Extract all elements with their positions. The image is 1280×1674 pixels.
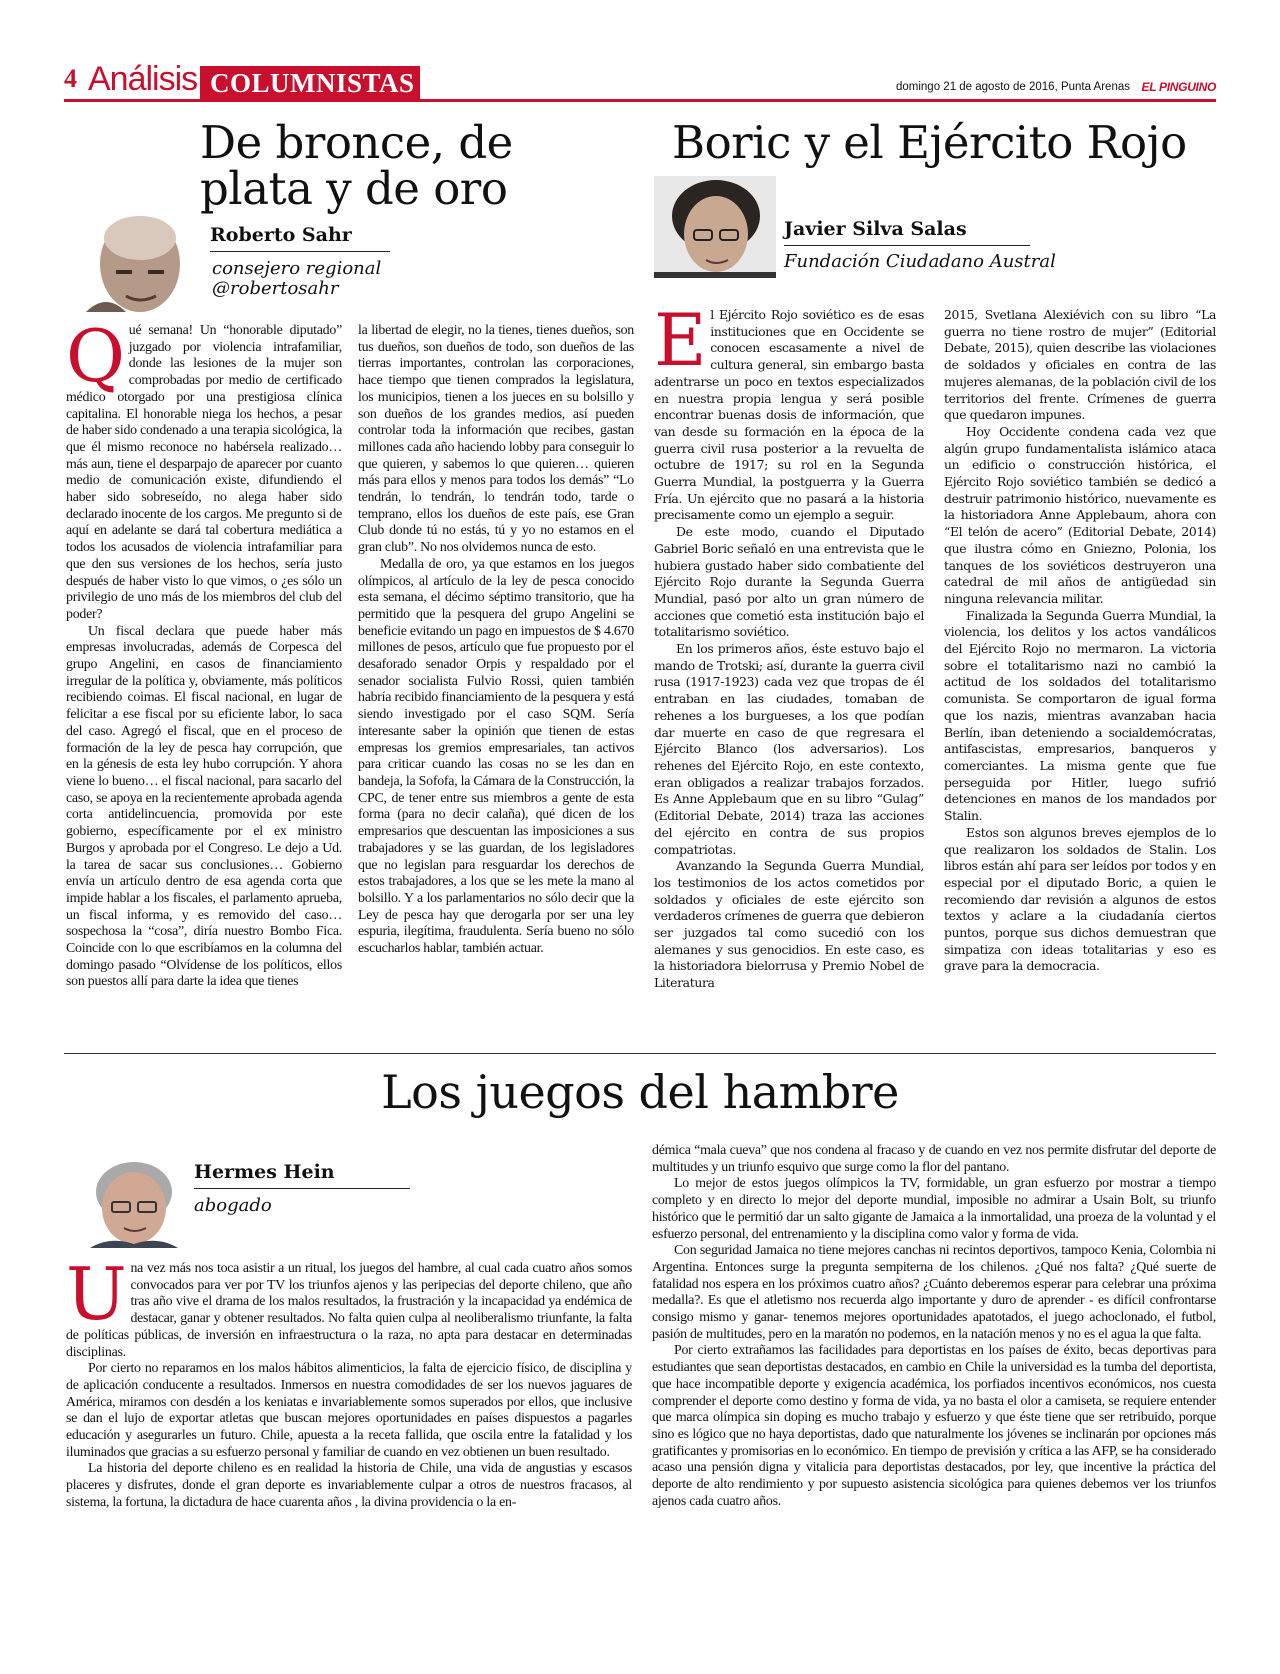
article1-column-2 [358, 323, 634, 958]
article3-byline-rule [194, 1188, 410, 1189]
article3-title: Los juegos del hambre [381, 1065, 899, 1119]
article3-role: abogado [194, 1195, 272, 1216]
paragraph: na vez más nos toca asistir a un ritual, los juegos del hambre, al cual cada cuatro años somos convocados para ver por TV los triunfos ajenos y las peripecias del deporte chileno, que año tras año vive el drama de los malos resultados, la frustración y la incapacidad ya endémica de destacar, ganar y obtener resultados. No falta quien culpa al neoliberalismo triunfante, la falta de políticas públicas, de inversión en infraestructura o la raza, no apta para destacar en determinadas disciplinas. [66, 1261, 632, 1360]
article1-dropcap: Q [66, 314, 125, 398]
page-number: 4 [64, 64, 77, 93]
paragraph: démica “mala cueva” que nos condena al fracaso y de cuando en vez nos permite disfrutar del deporte de multitudes y un triunfo esquivo que surge como la flor del pantano. [652, 1143, 1216, 1175]
article3-author-photo [80, 1156, 184, 1248]
article1-role: consejero regional [212, 258, 382, 279]
article3-column-1 [66, 1252, 632, 1512]
paragraph: Lo mejor de estos juegos olímpicos la TV, formidable, un gran esfuerzo por mostrar a tiempo completo y en directo lo mejor del deporte mundial, imposible no admirar a Usain Bolt, su triunfo histórico que le permitió dar un salto gigante de Jamaica a la inmortalidad, una proeza de la voluntad y el esfuerzo personal, del entrenamiento y la disciplina como valor y forma de vida. [652, 1176, 1216, 1242]
article1-byline-rule [210, 251, 390, 252]
article2-author-photo [654, 176, 776, 278]
paragraph: Finalizada la Segunda Guerra Mundial, la violencia, los delitos y los actos vandálicos del Ejército Rojo no mermaron. La victoria sobre el totalitarismo nazi no cambió la actitud de los soldados del totalitarismo comunista. Se comportaron de igual forma que los nazis, mientras avanzaban hacia Berlín, iban deteniendo a socialdemócratas, antifascistas, empresarios, banqueros y comerciantes. La misma gente que fue perseguida por Hitler, luego sufrió detenciones en manos de los mandados por Stalin. [944, 607, 1216, 824]
article3-dropcap: U [66, 1252, 127, 1336]
portrait-icon [80, 1156, 184, 1248]
paragraph: Medalla de oro, ya que estamos en los juegos olímpicos, al artículo de la ley de pesca conocido esta semana, el décimo séptimo transitorio, que ha permitido que la pesquera del grupo Angelini se beneficie evitando un pago en impuestos de $ 4.670 millones de pesos, artículo que fue propuesto por el desaforado senador Orpis y respaldado por el senador socialista Fulvio Rossi, quien también habría recibido financiamiento de la pesquera y está siendo investigado por el caso SQM. Sería interesante saber la opinión que tienen de estas empresas los gremios empresariales, tan activos para criticar cuando las cosas no se les dan en bandeja, la Sofofa, la Cámara de la Construcción, la CPC, de tener entre sus miembros a gente de esta forma (para no decir calaña), qué dicen de los empresarios que descuentan las imposiciones a sus trabajadores y se las guardan, de los legisladores que no legislan para resguardar los derechos de estos trabajadores, a los que se les mete la mano al bolsillo. Y a los parlamentarios no sólo decir que la Ley de pesca hay que derogarla por ser una ley espuria, ilegítima, fraudulenta. Sería bueno no sólo escucharlos hablar, también actuar. [358, 556, 634, 957]
header-rule [64, 99, 1216, 102]
article1-author: Roberto Sahr [210, 224, 352, 246]
paragraph: La historia del deporte chileno es en realidad la historia de Chile, una vida de angustias y escasos placeres y disfrutes, donde el gran deporte es invariablemente culpar a otros de nuestros fracasos, al sistema, la fortuna, la dictadura de hace cuarenta años , la divina providencia o la en- [66, 1461, 632, 1510]
article2-byline-rule [784, 245, 1030, 246]
section-divider [64, 1053, 1216, 1054]
paragraph: Con seguridad Jamaica no tiene mejores canchas ni recintos deportivos, tampoco Kenia, Colombia ni Argentina. Entonces surge la pregunta sempiterna de los chilenos. ¿Qué nos falta? ¿Qué suerte de fatalidad nos espera en los próximos cuatro años? ¿Cuánto deberemos esperar para celebrar una próxima medalla?. Es que el atletismo nos recuerda algo importante y duro de aprender - es difícil confrontarse consigo mismo y ganar- tenemos mejores oportunidades apatotados, el juego achoclonado, el futbol, pasión de multitudes, pero en la maratón no podemos, en la natación menos y no es el agua la que falta. [652, 1243, 1216, 1342]
dateline: domingo 21 de agosto de 2016, Punta Arenas [895, 81, 1130, 93]
paragraph: l Ejército Rojo soviético es de esas instituciones que en Occidente se conocen escasamente a nivel de cultura general, sin embargo basta adentrarse un poco en textos especializados en nuestra propia lengua y será posible encontrar buenas dosis de información, que van desde su formación en la época de la guerra civil rusa posterior a la revuelta de octubre de 1917; su rol en la Segunda Guerra Mundial, la postguerra y la Guerra Fría. Un ejército que no pasará a la historia precisamente como un ejemplo a seguir. [654, 307, 924, 523]
article2-dropcap: E [654, 298, 707, 382]
article1-handle: @robertosahr [212, 278, 339, 299]
article2-title: Boric y el Ejército Rojo [672, 116, 1187, 169]
article1-column-1 [66, 314, 342, 991]
paragraph: ué semana! Un “honorable diputado” juzgado por violencia intrafamiliar, donde las lesiones de la mujer son comprobadas por medio de certificado médico otorgado por una prestigiosa clínica capitalina. El honorable niega los hechos, a pesar de haber sido condenado a una terapia sicológica, la que él mismo reconoce no habérsela realizado… más aun, tiene el desparpajo de aparecer por cuanto medio de comunicación existe, difundiendo el haber sido sobreseído, no alega haber sido declarado inocente de los cargos. Me pregunto si de aquí en adelante se dará tal cobertura mediática a todos los acusados de violencia intrafamiliar para que den sus versiones de los hechos, sería justo después de haber visto lo que vimos, o ¿es sólo un privilegio de uno más de los miembros del club del poder? [66, 323, 342, 622]
article2-column-2 [944, 307, 1216, 975]
portrait-icon [654, 176, 776, 278]
paragraph: Avanzando la Segunda Guerra Mundial, los testimonios de los actos cometidos por soldados y oficiales de este ejército son verdaderos crímenes de guerra que debieron ser juzgados tal como sucedió con los alemanes y sus genocidios. En este caso, es la historiadora bielorrusa y Premio Nobel de Literatura [654, 858, 924, 991]
article3-column-2 [652, 1143, 1216, 1510]
article2-author: Javier Silva Salas [784, 218, 967, 240]
portrait-icon [66, 212, 192, 312]
paragraph: De este modo, cuando el Diputado Gabriel Boric señaló en una entrevista que le hubiera gustado haber sido combatiente del Ejército Rojo durante la Segunda Guerra Mundial, pasó por alto un gran número de acciones que cometió esta institución bajo el totalitarismo soviético. [654, 524, 924, 640]
paragraph: la libertad de elegir, no la tienes, tienes dueños, son tus dueños, son dueños de todo, son dueños de las tierras importantes, controlan las corporaciones, hace tiempo que tienen comprados la legislatura, los municipios, tienen a los jueces en su bolsillo y son dueños de los grandes medios, así pueden controlar toda la información que recibes, gastan millones cada año haciendo lobby para conseguir lo que quieren, y sabemos lo que quieren… quieren más para ellos y menos para todos los demás” “Lo tendrán, lo tendrán, lo tendrán todo, tarde o temprano, ellos los dueños de este país, ese Gran Club donde tú no estás, tú y yo no estamos en el gran club”. No nos olvidemos nunca de esto. [358, 323, 634, 556]
paragraph: Estos son algunos breves ejemplos de lo que realizaron los soldados de Stalin. Los libros están ahí para ser leídos por todos y en especial por el diputado Boric, a quien le recomiendo dar revisión a algunos de estos textos y aclare a la ciudadanía ciertos puntos, porque sus dichos demuestran que simpatiza con ideas totalitarias y eso es grave para la democracia. [944, 824, 1216, 974]
article1-author-photo [66, 212, 192, 312]
paragraph: Hoy Occidente condena cada vez que algún grupo fundamentalista islámico ataca un edificio o construcción histórica, el Ejército Rojo soviético también se dedicó a destruir patrimonio histórico, nuevamente es la historiadora Anne Applebaum, ahora con “El telón de acero” (Editorial Debate, 2014) que ilustra cómo en Gniezno, Polonia, los tanques de los soviéticos destruyeron una catedral de mil años de antigüedad sin ninguna relevancia militar. [944, 423, 1216, 606]
paragraph: Por cierto extrañamos las facilidades para deportistas en los países de éxito, becas deportivas para estudiantes que sean deportistas destacados, en cambio en Chile la universidad es la tumba del deportista, que hace incompatible deporte y exigencia académica, los porfiados incentivos económicos, nos cuesta comprender el deporte como destino y forma de vida, ya no basta el olor a camiseta, se requiere entender que marca olímpica sin doping es mucho trabajo y esfuerzo y que éste tiene que ser retribuido, porque sino es lógico que no haya deportistas, dado que naturalmente los jóvenes se inclinarán por opciones más gratificantes y promisorias en lo económico. En tiempo de previsión y crítica a las AFP, se ha considerado acaso una pensión digna y vitalicia para deportistas destacados, por ley, que incentive la práctica del deporte de alto rendimiento y por supuesto asistencia sicológica para quienes debemos ver los triunfos ajenos cada cuatro años. [652, 1343, 1216, 1509]
paragraph: Por cierto no reparamos en los malos hábitos alimenticios, la falta de ejercicio físico, de disciplina y de aplicación conducente a resultados. Inmersos en nuestra comodidades de ser los nuevos jaguares de América, miramos con desdén a los keniatas e invariablemente somos superados por ellos, que inclusive se dan el lujo de exportar atletas que buscan mejores oportunidades en países dispuestos a pagarles educación y asegurarles un futuro. Chile, apuesta a la receta fallida, que oscila entre la fatalidad y los iluminados que gracias a su esfuerzo personal y familiar de cuando en vez obtienen un buen resultado. [66, 1361, 632, 1460]
paragraph: 2015, Svetlana Alexiévich con su libro “La guerra no tiene rostro de mujer” (Editorial Debate, 2015), quien describe las violaciones de soldados y oficiales en contra de las mujeres alemanas, de la población civil de los territorios del frente. Crímenes de guerra que quedaron impunes. [944, 307, 1216, 423]
paragraph: Un fiscal declara que puede haber más empresas involucradas, además de Corpesca del grupo Angelini, en casos de financiamiento irregular de la política y, obviamente, más políticos recibiendo coimas. El fiscal nacional, en lugar de felicitar a ese fiscal por su eficiente labor, lo saca del caso. Agregó el fiscal, que en el proceso de formación de la ley de pesca hay corrupción, que en la génesis de esta ley hubo corrupción. Y ahora viene lo bueno… el fiscal nacional, para sacarlo del caso, se apoya en la recientemente aprobada agenda corta antidelincuencia, promovida por este gobierno, específicamente por el ex ministro Burgos y aprobada por el Congreso. Le dejo a Ud. la tarea de sacar sus conclusiones… Gobierno envía un artículo dentro de esa agenda corta que impide hablar a los fiscales, el parlamento aprueba, un fiscal informa, y es removido del caso… sospechosa la “cosa”, diría nuestro Bombo Fica. Coincide con lo que escribíamos en la columna del domingo pasado “Olvídense de los políticos, ellos son puestos allí para darte la idea que tienes [66, 623, 342, 990]
article2-column-1 [654, 298, 924, 992]
subsection-name: COLUMNISTAS [210, 68, 415, 98]
article3-author: Hermes Hein [194, 1161, 335, 1183]
paragraph: En los primeros años, éste estuvo bajo el mando de Trotski; así, durante la guerra civil rusa (1917-1923) cada vez que tropas de él entraban en las ciudades, tomaban de rehenes a los burgueses, a los que podían dar muerte en caso de que regresara el Ejército Blanco (los adversarios). Los rehenes del Ejército Rojo, en este contexto, eran obligados a realizar trabajos forzados. Es Anne Applebaum que en su libro “Gulag” (Editorial Debate, 2014) traza las acciones del ejército en contra de sus propios compatriotas. [654, 641, 924, 857]
article1-title: De bronce, de plata y de oro [200, 116, 513, 215]
section-name: Análisis [88, 60, 198, 98]
newspaper-logo: EL PINGUINO [1141, 80, 1216, 94]
article2-role: Fundación Ciudadano Austral [784, 251, 1056, 272]
